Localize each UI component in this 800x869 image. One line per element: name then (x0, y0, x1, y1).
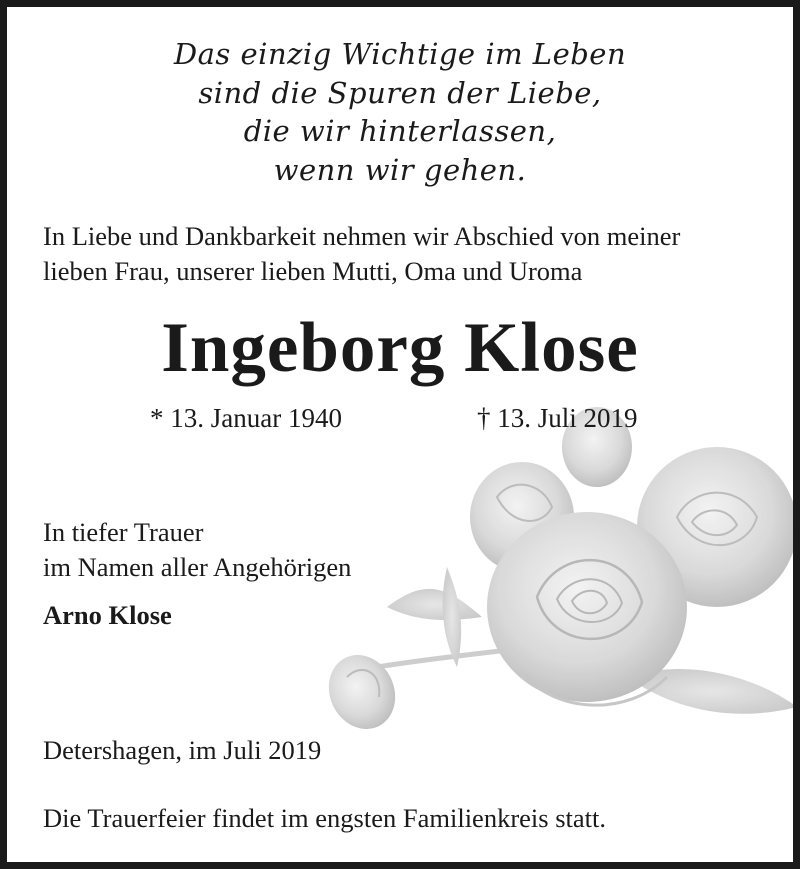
mourning-text (43, 515, 351, 585)
farewell-intro (43, 219, 680, 289)
memorial-poem (7, 35, 793, 189)
poem-line: wenn wir gehen. (273, 152, 527, 187)
funeral-note: Die Trauerfeier findet im engsten Familienkreis statt. (43, 803, 606, 833)
deceased-name: Ingeborg Klose (161, 309, 639, 387)
poem-line: die wir hinterlassen, (243, 114, 557, 148)
mourning-line: In tiefer Trauer (43, 517, 204, 547)
mourner-name: Arno Klose (43, 600, 172, 630)
intro-line: In Liebe und Dankbarkeit nehmen wir Abschied von meiner (43, 221, 681, 251)
birth-date: * 13. Januar 1940 (150, 403, 342, 433)
mourning-line: im Namen aller Angehörigen (43, 552, 352, 582)
place-date: Detershagen, im Juli 2019 (43, 735, 322, 765)
intro-line: lieben Frau, unserer lieben Mutti, Oma und Uroma (43, 256, 583, 286)
death-date: † 13. Juli 2019 (477, 403, 638, 433)
poem-line: sind die Spuren der Liebe, (198, 75, 602, 110)
poem-line: Das einzig Wichtige im Leben (173, 37, 627, 71)
